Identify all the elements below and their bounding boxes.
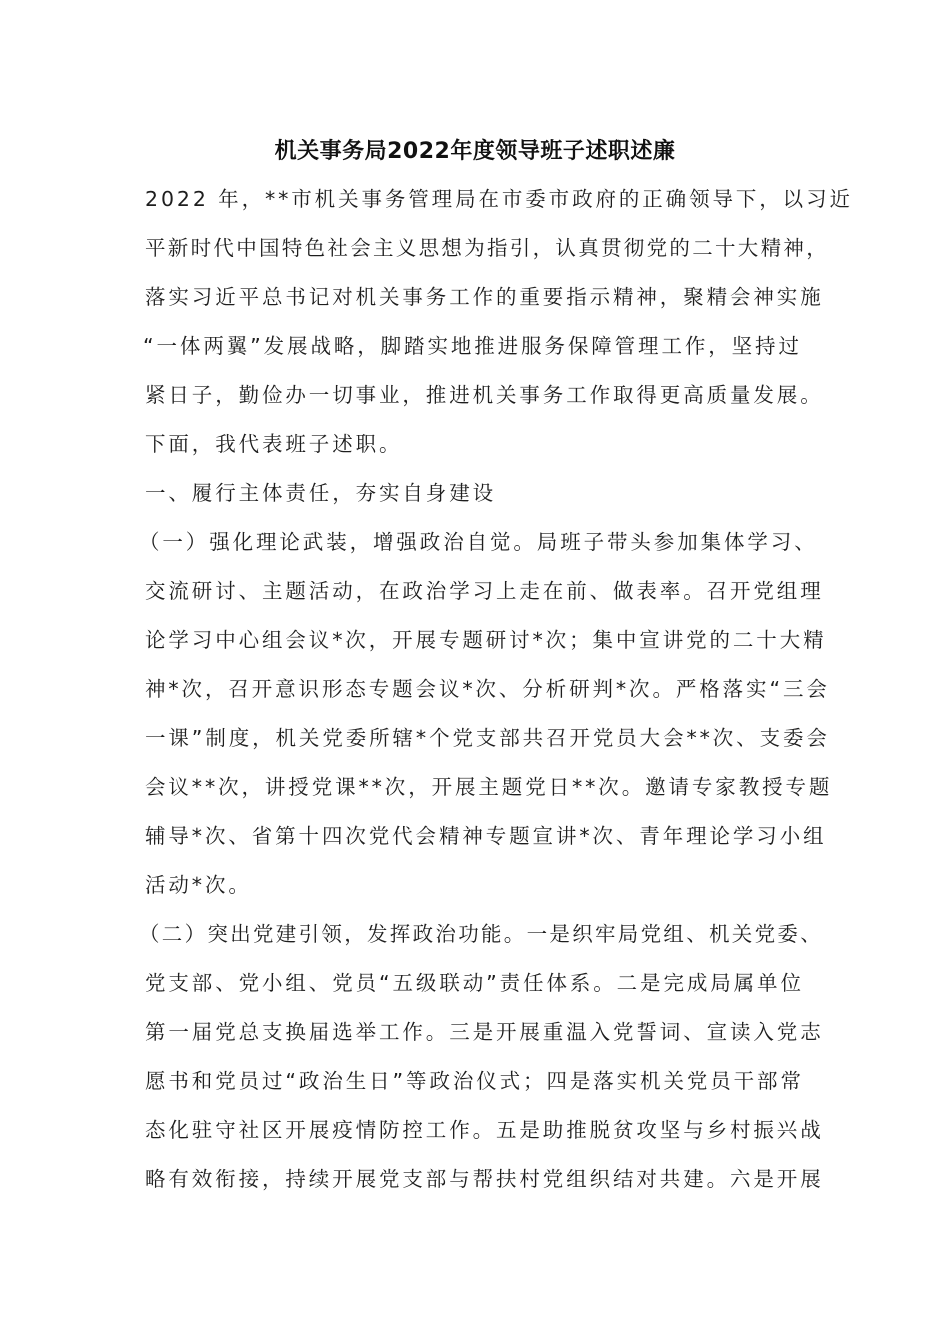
document-title: 机关事务局2022年度领导班子述职述廉 bbox=[274, 139, 676, 164]
paragraph-line: 紧日子，勤俭办一切事业，推进机关事务工作取得更高质量发展。 bbox=[145, 383, 824, 407]
paragraph-line: 党支部、党小组、党员“五级联动”责任体系。二是完成局属单位 bbox=[145, 971, 804, 995]
paragraph-line: （二）突出党建引领，发挥政治功能。一是织牢局党组、机关党委、 bbox=[139, 922, 823, 946]
paragraph-line: 一课”制度，机关党委所辖*个党支部共召开党员大会**次、支委会 bbox=[145, 726, 830, 750]
paragraph-line: （一）强化理论武装，增强政治自觉。局班子带头参加集体学习、 bbox=[139, 530, 818, 554]
paragraph-line: 第一届党总支换届选举工作。三是开展重温入党誓词、宣读入党志 bbox=[145, 1020, 824, 1044]
paragraph-line: 论学习中心组会议*次，开展专题研讨*次；集中宣讲党的二十大精 bbox=[145, 628, 827, 652]
paragraph-line: 活动*次。 bbox=[145, 873, 252, 897]
paragraph-line: 略有效衔接，持续开展党支部与帮扶村党组织结对共建。六是开展 bbox=[145, 1167, 824, 1191]
document-body bbox=[139, 183, 853, 1212]
paragraph-line: 下面，我代表班子述职。 bbox=[145, 432, 403, 456]
paragraph-line: 2022 年，**市机关事务管理局在市委市政府的正确领导下，以习近 bbox=[145, 187, 853, 211]
paragraph-line: 神*次，召开意识形态专题会议*次、分析研判*次。严格落实“三会 bbox=[145, 677, 830, 701]
paragraph-line: 会议**次，讲授党课**次，开展主题党日**次。邀请专家教授专题 bbox=[145, 775, 833, 799]
paragraph-line: “一体两翼”发展战略，脚踏实地推进服务保障管理工作，坚持过 bbox=[143, 334, 802, 358]
paragraph-line: 交流研讨、主题活动，在政治学习上走在前、做表率。召开党组理 bbox=[145, 579, 824, 603]
paragraph-line: 落实习近平总书记对机关事务工作的重要指示精神，聚精会神实施 bbox=[145, 285, 824, 309]
section-heading: 一、履行主体责任，夯实自身建设 bbox=[145, 481, 496, 505]
paragraph-line: 愿书和党员过“政治生日”等政治仪式；四是落实机关党员干部常 bbox=[145, 1069, 804, 1093]
paragraph-line: 平新时代中国特色社会主义思想为指引，认真贯彻党的二十大精神， bbox=[145, 236, 829, 260]
paragraph-line: 态化驻守社区开展疫情防控工作。五是助推脱贫攻坚与乡村振兴战 bbox=[145, 1118, 824, 1142]
paragraph-line: 辅导*次、省第十四次党代会精神专题宣讲*次、青年理论学习小组 bbox=[145, 824, 827, 848]
